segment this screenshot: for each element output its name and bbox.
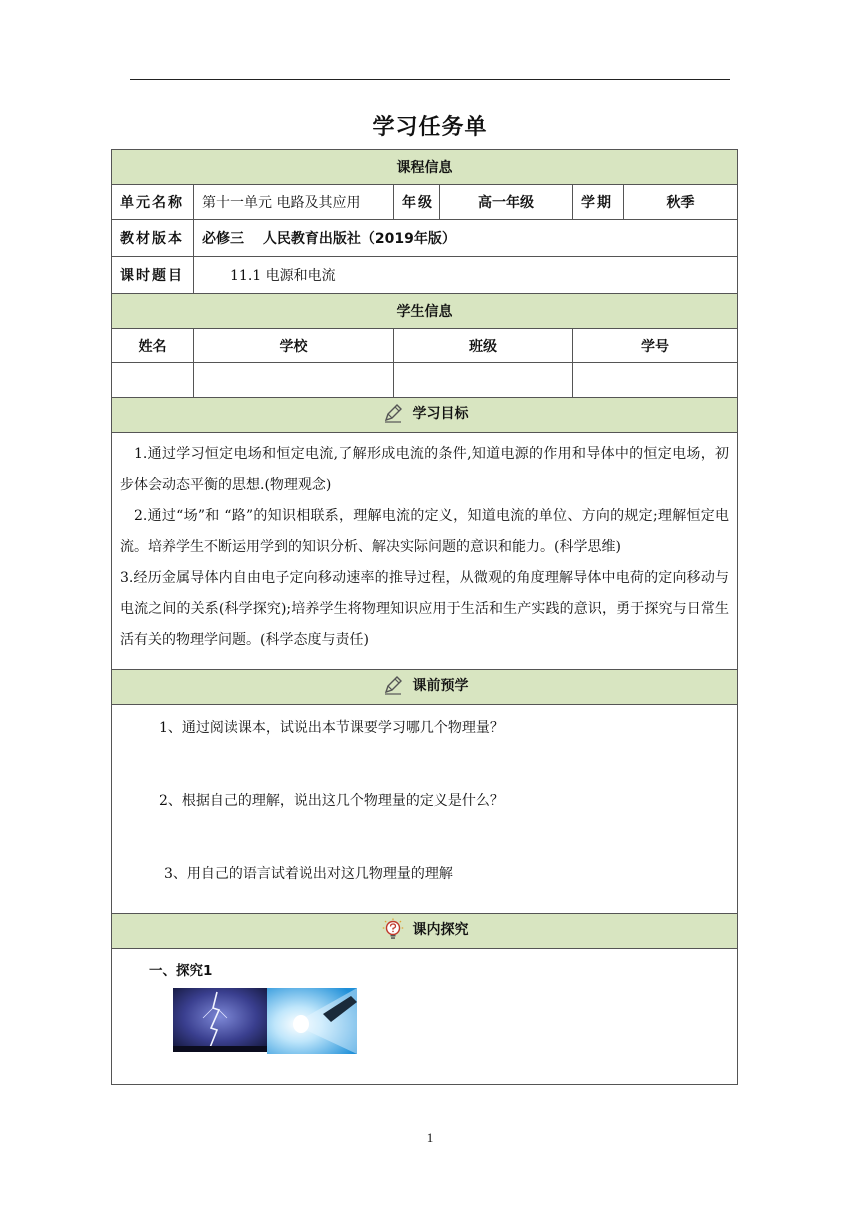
student-input-row <box>112 363 738 398</box>
goals-header-row <box>112 398 738 433</box>
explore-row <box>112 949 738 1085</box>
student-col-school: 学校 <box>194 329 394 363</box>
explore-images <box>173 988 357 1054</box>
preview-question-3: 3、用自己的语言试着说出对这几物理量的理解 <box>164 866 453 882</box>
pencil-icon <box>381 673 405 697</box>
preview-question-1: 1、通过阅读课本，试说出本节课要学习哪几个物理量？ <box>159 720 504 736</box>
lesson-value: 11.1 电源和电流 <box>194 257 738 294</box>
grade-value: 高一年级 <box>440 185 573 220</box>
course-info-header: 课程信息 <box>112 150 738 185</box>
preview-header: 课前预学 <box>412 678 469 694</box>
unit-row <box>112 185 738 220</box>
student-info-header: 学生信息 <box>112 294 738 329</box>
explore-header-row <box>112 914 738 949</box>
task-sheet-table <box>111 149 738 1085</box>
unit-label: 单元名称 <box>112 185 194 220</box>
goals-content <box>112 433 738 670</box>
lightbulb-question-icon <box>381 917 405 941</box>
goal-item-1: 1.通过学习恒定电场和恒定电流,了解形成电流的条件,知道电源的作用和导体中的恒定电场，初步体会动态平衡的思想.(物理观念) <box>120 446 730 493</box>
term-label: 学期 <box>573 185 624 220</box>
textbook-row <box>112 220 738 257</box>
explore-section-1: 一、探究1 <box>149 963 213 979</box>
preview-header-row <box>112 670 738 705</box>
student-col-id: 学号 <box>573 329 738 363</box>
student-school-cell[interactable] <box>194 363 394 398</box>
student-name-cell[interactable] <box>112 363 194 398</box>
goal-item-3: 3.经历金属导体内自由电子定向移动速率的推导过程，从微观的角度理解导体中电荷的定向移动与电流之间的关系(科学探究);培养学生将物理知识应用于生活和生产实践的意识，勇于探究与日常生活有关的物理学问题。(科学态度与责任) <box>120 570 730 648</box>
lesson-label: 课时题目 <box>112 257 194 294</box>
student-id-cell[interactable] <box>573 363 738 398</box>
student-col-class: 班级 <box>394 329 573 363</box>
preview-row <box>112 705 738 914</box>
student-columns-row <box>112 329 738 363</box>
explore-content[interactable] <box>112 949 738 1085</box>
textbook-value: 必修三 人民教育出版社（2019年版） <box>194 220 738 257</box>
preview-content[interactable] <box>112 705 738 914</box>
grade-label: 年级 <box>394 185 440 220</box>
explore-header: 课内探究 <box>412 922 469 938</box>
goals-row <box>112 433 738 670</box>
course-info-header-row <box>112 150 738 185</box>
lesson-row <box>112 257 738 294</box>
lightning-photo <box>173 988 267 1052</box>
student-col-name: 姓名 <box>112 329 194 363</box>
goal-item-2: 2.通过“场”和 “路”的知识相联系，理解电流的定义，知道电流的单位、方向的规定;理解恒定电流。培养学生不断运用学到的知识分析、解决实际问题的意识和能力。(科学思维) <box>120 508 730 555</box>
term-value: 秋季 <box>624 185 738 220</box>
page-number: 1 <box>426 1130 434 1145</box>
header-rule <box>130 79 730 80</box>
flashlight-photo <box>267 988 357 1054</box>
pencil-icon <box>381 401 405 425</box>
unit-value: 第十一单元 电路及其应用 <box>194 185 394 220</box>
student-info-header-row <box>112 294 738 329</box>
document-title: 学习任务单 <box>372 115 488 140</box>
textbook-label: 教材版本 <box>112 220 194 257</box>
preview-question-2: 2、根据自己的理解，说出这几个物理量的定义是什么？ <box>159 793 504 809</box>
goals-header: 学习目标 <box>412 406 469 422</box>
student-class-cell[interactable] <box>394 363 573 398</box>
